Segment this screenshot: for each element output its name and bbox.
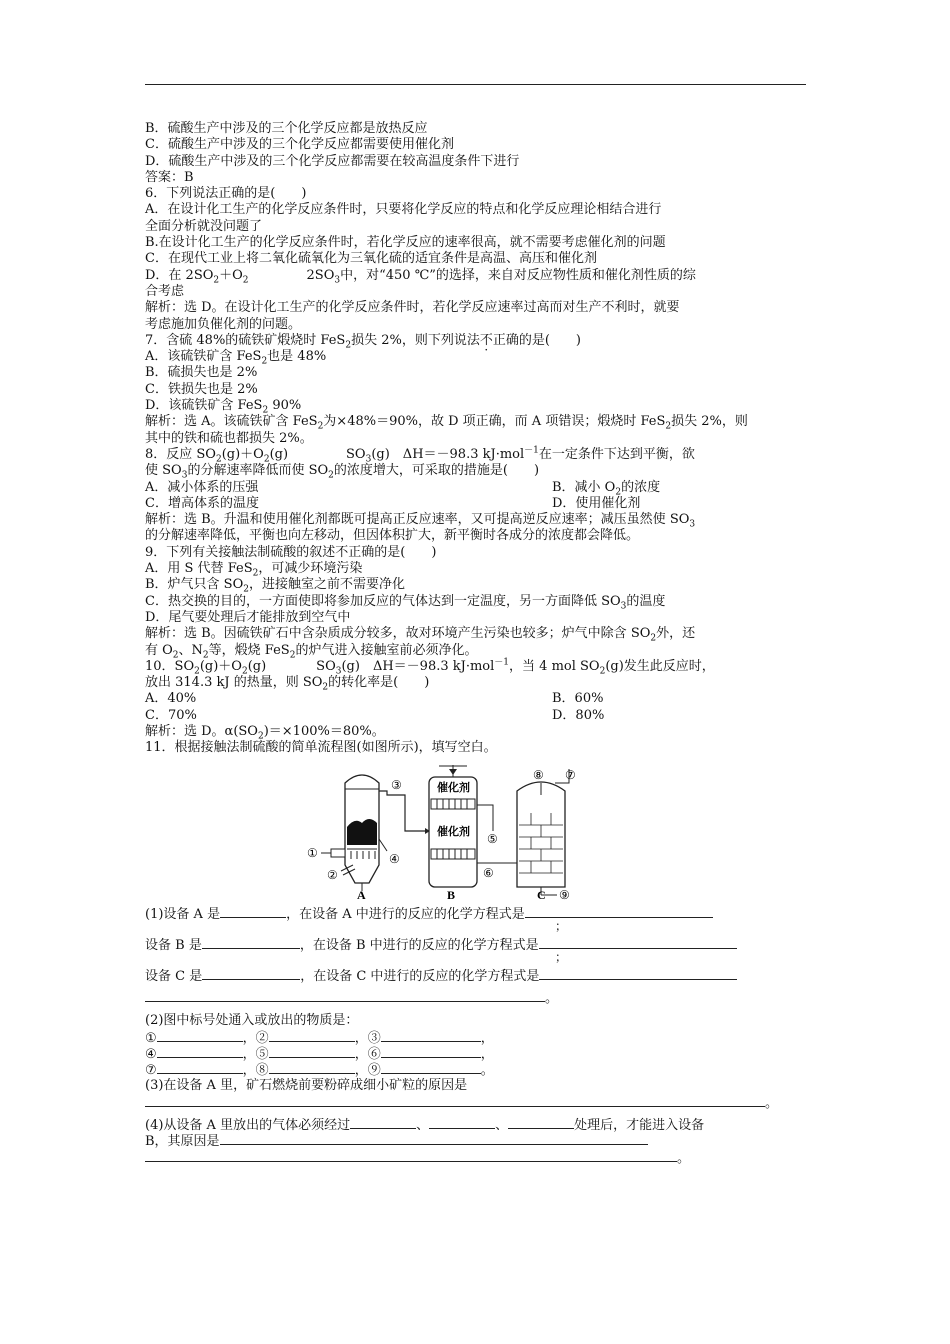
q8-stem-line1: 8．反应 $SO_2(g)+O_2(g)$ $SO_3(g)$ ΔH＝－98.3 kJ·mol$^{-1}$在一定条件下达到平衡，欲 [145,445,695,465]
q11-part1-line-d: 。 [145,989,807,1007]
header-rule [145,84,806,85]
q6-option-a-line2: 全面分析就没问题了 [145,218,263,234]
q6-stem: 6．下列说法正确的是( ) [145,186,307,202]
blank-process-1[interactable] [350,1116,416,1129]
q11-part2-row1: ① ，② ，③ ， [145,1030,494,1046]
q9-explanation-line2: 有 $O_2$、$N_2$等，煅烧 FeS$_2$的炉气进入接触室前必须净化。 [145,642,478,661]
label-a: A [357,887,366,901]
q11-part2-stem: (2)图中标号处通入或放出的物质是： [145,1012,359,1028]
blank-3[interactable] [381,1029,481,1042]
marker-5: ⑤ [487,831,498,846]
blank-equation-b[interactable] [539,936,737,949]
q11-part1-line-a: (1)设备 A 是 ，在设备 A 中进行的反应的化学方程式是 ； [145,905,807,927]
blank-reason-purify[interactable] [220,1132,648,1145]
blank-device-a[interactable] [220,905,286,918]
blank-8[interactable] [269,1061,355,1074]
q6-option-a-line1: A．在设计化工生产的化学反应条件时，只要将化学反应的特点和化学反应理论相结合进行 [145,202,662,218]
q5-option-c: C．硫酸生产中涉及的三个化学反应都需要使用催化剂 [145,137,454,153]
flow-diagram-svg [307,765,637,901]
marker-6: ⑥ [483,865,494,880]
marker-3: ③ [391,777,402,792]
q6-option-c: C．在现代工业上将二氧化硫氧化为三氧化硫的适宜条件是高温、高压和催化剂 [145,251,597,267]
q7-stem: 7．含硫 48%的硫铁矿煅烧时 FeS$_2$损失 2%，则下列说法不正确的是( ) [145,332,582,351]
q8-options-cd: C．增高体系的温度 D．使用催化剂 [145,495,641,511]
q5-answer: 答案：B [145,169,194,185]
q6-option-d-line2: 合考虑 [145,283,185,299]
q11-part1-line-b: 设备 B 是 ，在设备 B 中进行的反应的化学方程式是 ； [145,936,807,958]
blank-5[interactable] [269,1045,355,1058]
marker-4: ④ [389,851,400,866]
q5-option-d: D．硫酸生产中涉及的三个化学反应都需要在较高温度条件下进行 [145,153,520,169]
q7-explanation-line1: 解析：选 A。该硫铁矿含 FeS$_2$为×48%＝90%，故 D 项正确，而 A 项错误；煅烧时 FeS$_2$损失 2%，则 [145,414,748,432]
q11-part3: (3)在设备 A 里，矿石燃烧前要粉碎成细小矿粒的原因是 [145,1077,468,1093]
equipment-b-converter [429,765,517,887]
q11-part3-blank-line: 。 [145,1094,807,1112]
blank-2[interactable] [269,1029,355,1042]
q8-options-ab: A．减小体系的压强 B．减小 $O_2$的浓度 [145,479,661,498]
q10-stem-line1: 10．$SO_2(g)+O_2(g)$ $SO_3(g)$ ΔH＝－98.3 kJ·mol$^{-1}$，当 4 mol $SO_2(g)$发生此反应时， [145,657,715,677]
q9-option-c: C．热交换的目的，一方面使即将参加反应的气体达到一定温度，另一方面降低 $SO_3$的温度 [145,593,666,612]
q6-explanation-line1: 解析：选 D。在设计化工生产的化学反应条件时，若化学反应速率过高而对生产不利时，就要 [145,300,680,316]
q11-stem: 11．根据接触法制硫酸的简单流程图(如图所示)，填写空白。 [145,740,497,756]
q6-option-d-line1: D．在 $2SO_2+O_2$ $2SO_3$中，对“450 ℃”的选择，来自对反应物性质和催化剂性质的综 [145,267,696,286]
blank-device-b[interactable] [202,936,300,949]
blank-6[interactable] [381,1045,481,1058]
q7-option-d: D．该硫铁矿含 FeS$_2$ 90% [145,398,302,416]
blank-reason-purify-cont[interactable] [145,1149,677,1162]
marker-8: ⑧ [533,767,544,782]
q8-explanation-line1: 解析：选 B。升温和使用催化剂都既可提高正反应速率，又可提高逆反应速率；减压虽然使 $SO_3$ [145,512,696,530]
blank-4[interactable] [157,1045,243,1058]
process-flow-diagram [145,765,807,901]
blank-process-2[interactable] [429,1116,495,1129]
catalyst-label-bottom: 催化剂 [437,825,470,838]
q11-part4-line3: 。 [145,1149,807,1167]
marker-7: ⑦ [565,767,576,782]
label-c: C [537,887,546,901]
q10-options-ab: A．40% B．60% [145,691,604,707]
q9-option-d: D．尾气要处理后才能排放到空气中 [145,609,351,625]
q5-option-b: B．硫酸生产中涉及的三个化学反应都是放热反应 [145,121,428,136]
marker-9: ⑨ [559,887,570,901]
marker-1: ① [307,845,318,860]
blank-7[interactable] [157,1061,243,1074]
equipment-c-absorber [517,769,569,895]
blank-9[interactable] [381,1061,481,1074]
q8-explanation-line2: 的分解速率降低，平衡也向左移动，但因体积扩大，新平衡时各成分的浓度都会降低。 [145,528,640,544]
q10-explanation: 解析：选 D。$\alpha(SO_2)=\times 100\%=80\%$。 [145,723,385,742]
marker-2: ② [327,867,338,882]
blank-device-c[interactable] [202,967,300,980]
q10-stem-line2: 放出 314.3 kJ 的热量，则 $SO_2$的转化率是( ) [145,675,430,693]
q8-stem-line2: 使 $SO_3$的分解速率降低而使 $SO_2$的浓度增大，可采取的措施是( ) [145,463,540,481]
q11-part2-row3: ⑦ ，⑧ ，⑨ 。 [145,1063,494,1079]
q9-option-a: A．用 S 代替 FeS$_2$，可减少环境污染 [145,561,363,579]
q10-options-cd: C．70% D．80% [145,707,605,723]
q7-explanation-line2: 其中的铁和硫也都损失 2%。 [145,430,313,446]
q11-part1-line-c: 设备 C 是 ，在设备 C 中进行的反应的化学方程式是 [145,967,807,989]
blank-equation-a[interactable] [525,905,713,918]
document-body [145,121,807,1167]
blank-equation-c[interactable] [539,967,737,980]
catalyst-label-top: 催化剂 [437,781,470,794]
blank-1[interactable] [157,1029,243,1042]
q6-option-b: B.在设计化工生产的化学反应条件时，若化学反应的速率很高，就不需要考虑催化剂的问题 [145,235,666,251]
q9-option-b: B．炉气只含 $SO_2$，进接触室之前不需要净化 [145,577,405,595]
label-b: B [447,887,456,901]
blank-equation-c-cont[interactable] [145,989,545,1002]
blank-process-3[interactable] [508,1116,574,1129]
blank-reason-crush[interactable] [145,1094,765,1107]
q6-explanation-line2: 考虑施加负催化剂的问题。 [145,316,302,332]
q7-option-a: A．该硫铁矿含 FeS$_2$也是 48% [145,349,327,367]
q9-stem: 9．下列有关接触法制硫酸的叙述不正确的是( ) [145,544,437,560]
q11-part2-row2: ④ ，⑤ ，⑥ ， [145,1047,494,1063]
q11-part4-line2: B，其原因是 [145,1132,807,1148]
q7-option-c: C．铁损失也是 2% [145,381,258,397]
q11-part4-line1: (4)从设备 A 里放出的气体必须经过 、 、 处理后，才能进入设备 [145,1118,705,1134]
q7-option-b: B．硫损失也是 2% [145,365,258,381]
q9-explanation-line1: 解析：选 B。因硫铁矿石中含杂质成分较多，故对环境产生污染也较多；炉气中除含 $SO_2$外，还 [145,626,696,644]
